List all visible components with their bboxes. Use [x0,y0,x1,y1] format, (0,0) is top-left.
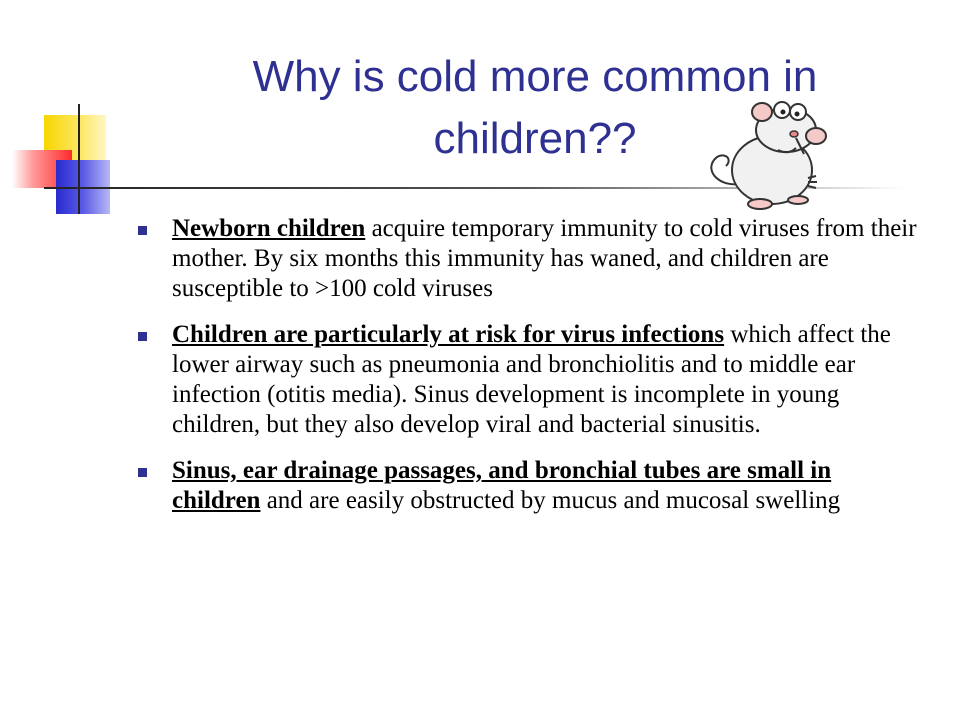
bullet-lead: Children are particularly at risk for virus infections [172,321,725,348]
bullet-list [134,214,924,532]
square-bullet-icon [138,468,147,477]
bullet-lead: Sinus, ear drainage passages, and bronchial tubes are small in children [172,457,832,514]
sick-mouse-icon [700,92,860,212]
bullet-text: acquire temporary immunity to cold viruses from their mother. By six months this immunity has waned, and children are susceptible to >100 cold viruses [172,215,917,302]
square-bullet-icon [138,226,147,235]
bullet-lead: Newborn children [172,215,366,242]
decor-vertical-line [78,104,80,214]
slide-title: Why is cold more common in children?? [252,52,818,163]
bullet-text: which affect the lower airway such as pneumonia and bronchiolitis and to middle ear infection (otitis media). Sinus development is incomplete in young children, but they also develop viral and bacterial sinusitis. [172,321,891,438]
bullet-text: and are easily obstructed by mucus and mucosal swelling [260,487,841,514]
square-bullet-icon [138,332,147,341]
bullet-item [134,214,924,304]
bullet-item [134,320,924,440]
bullet-item [134,456,924,516]
